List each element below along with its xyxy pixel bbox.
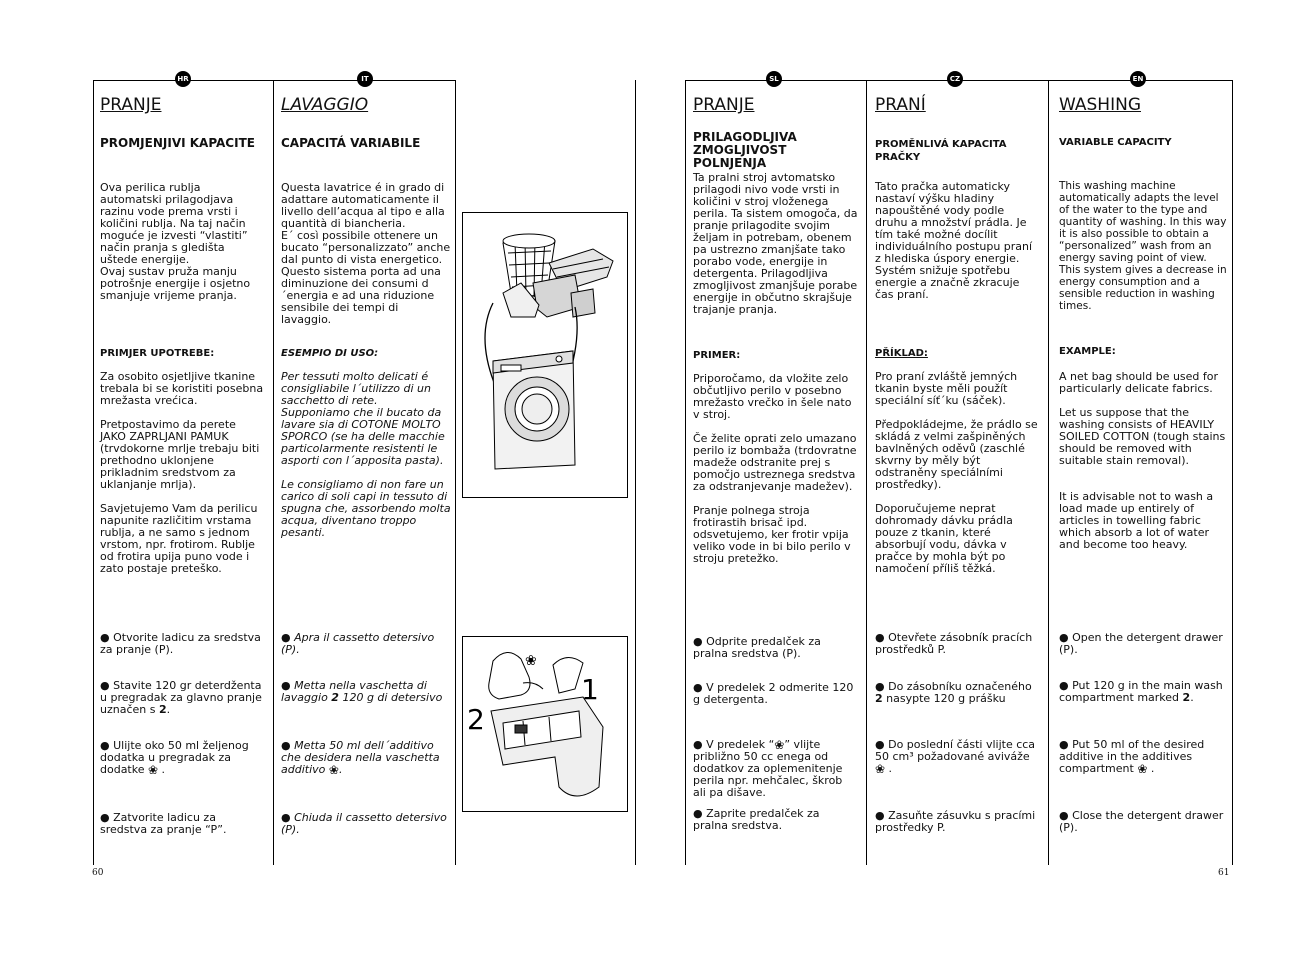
example-label: EXAMPLE: bbox=[1059, 346, 1116, 357]
divider bbox=[685, 80, 686, 865]
step-2 bbox=[693, 682, 858, 706]
step-text: ● Put 120 g in the main wash compartment marked bbox=[1059, 679, 1223, 704]
divider bbox=[635, 80, 636, 865]
step-text: ● Do zásobníku označeného bbox=[875, 680, 1032, 693]
divider bbox=[455, 80, 456, 865]
language-badge-sl: SL bbox=[766, 71, 782, 87]
section-subtitle: PROMĚNLIVÁ KAPACITA PRAČKY bbox=[875, 139, 1007, 163]
intro-text: Questa lavatrice é in grado di adattare automaticamente il livello dell’acqua al tipo e alla quantità di biancheria. E´ così possibile ottenere un bucato “personalizzato” anche dal punto di vista energetico. Questo sistema porta ad una diminuzione dei consumi d´energia e ad una riduzione sensibile dei tempi di lavaggio. bbox=[281, 181, 451, 326]
step-2 bbox=[875, 681, 1040, 705]
step-text: ● Metta nella vaschetta di lavaggio bbox=[281, 679, 427, 704]
step-1 bbox=[693, 636, 858, 660]
step-3 bbox=[875, 739, 1040, 775]
step-text: ● Otvorite ladicu za sredstva za pranje (P). bbox=[100, 631, 261, 656]
step-text: . bbox=[338, 763, 343, 776]
step-2 bbox=[281, 680, 449, 704]
language-badge-it: IT bbox=[357, 71, 373, 87]
language-badge-en: EN bbox=[1130, 71, 1146, 87]
section-subtitle: PROMJENJIVI KAPACITE bbox=[100, 136, 255, 150]
step-text: . bbox=[166, 703, 171, 716]
step-text: ● Do poslední části vlijte cca 50 cm³ požadované aviváže bbox=[875, 738, 1036, 763]
step-4 bbox=[1059, 810, 1224, 834]
step-text: ● V predelek “ bbox=[693, 738, 775, 751]
step-bold: 2 bbox=[1182, 691, 1191, 704]
page-number-left: 60 bbox=[92, 868, 104, 878]
step-text: ● Ulijte oko 50 ml željenog dodatka u pregradak za dodatke bbox=[100, 739, 249, 776]
example-text: Pro praní zvláště jemných tkanin byste měli použít speciální síť´ku (sáček). Předpokládejme, že prádlo se skládá z velmi zašpiněných bavlněných oděvů (zaschlé skvrny by měly být odstraněny speciálními prostředky). Doporučujeme neprat dohromady dávku prádla pouze z tkanin, které absorbují vodu, dávka v pračce by mohla být po namočení příliš těžká. bbox=[875, 370, 1038, 575]
step-text: nasypte 120 g prášku bbox=[882, 692, 1006, 705]
page-number-right: 61 bbox=[1218, 868, 1230, 878]
washing-machine-icon bbox=[493, 351, 575, 469]
step-text: ● Close the detergent drawer (P). bbox=[1059, 809, 1224, 834]
step-text: ● Zatvorite ladicu za sredstva za pranje “P”. bbox=[100, 811, 227, 836]
divider bbox=[93, 80, 94, 865]
divider bbox=[1048, 80, 1049, 865]
example-text: A net bag should be used for particularly delicate fabrics. Let us suppose that the washing consists of HEAVILY SOILED COTTON (tough stains should be removed with suitable stain removal). It is advisable not to wash a load made up entirely of articles in towelling fabric which absorb a lot of water and become too heavy. bbox=[1059, 370, 1226, 551]
flower-icon: ❀ bbox=[875, 762, 886, 776]
figure-detergent-drawer bbox=[462, 636, 628, 812]
step-bold: 2 bbox=[875, 692, 883, 705]
step-text: ● Put 50 ml of the desired additive in the additives compartment bbox=[1059, 738, 1205, 775]
step-3 bbox=[693, 739, 858, 799]
detergent-drawer-illustration bbox=[463, 637, 627, 811]
step-4 bbox=[693, 808, 858, 832]
step-text: 120 g di detersivo bbox=[338, 691, 443, 704]
step-text: ● Open the detergent drawer (P). bbox=[1059, 631, 1223, 656]
step-text: ” vlijte približno 50 cc enega od dodatkov za oplemenitenje perila npr. mehčalec, škrob ali pa dišave. bbox=[693, 738, 843, 799]
divider bbox=[1232, 80, 1233, 865]
intro-text: This washing machine automatically adapts the level of the water to the type and quantity of washing. In this way it is also possible to obtain a “personalized” wash from an energy saving point of view. This system gives a decrease in energy consumption and a sensible reduction in washing times. bbox=[1059, 180, 1227, 312]
step-1 bbox=[281, 632, 446, 656]
step-text: ● Apra il cassetto detersivo (P). bbox=[281, 631, 435, 656]
step-1 bbox=[875, 632, 1040, 656]
step-text: ● Zasuňte zásuvku s pracími prostředky P. bbox=[875, 809, 1036, 834]
step-text: ● Otevřete zásobník pracích prostředků P. bbox=[875, 631, 1033, 656]
section-title: LAVAGGIO bbox=[281, 95, 369, 115]
section-title: WASHING bbox=[1059, 95, 1141, 115]
intro-text: Ova perilica rublja automatski prilagodjava razinu vode prema vrsti i količini rublja. Na taj način moguće je izvesti “vlastiti” način pranja s gledišta uštede energije. Ovaj sustav pruža manju potrošnje energije i osjetno smanjuje vrijeme pranja. bbox=[100, 181, 251, 302]
step-text: ● Odprite predalček za pralna sredstva (P). bbox=[693, 635, 821, 660]
section-subtitle: CAPACITÁ VARIABILE bbox=[281, 136, 421, 150]
step-4 bbox=[875, 810, 1040, 834]
step-4 bbox=[100, 812, 265, 836]
step-text: ● Zaprite predalček za pralna sredstva. bbox=[693, 807, 820, 832]
step-2 bbox=[100, 680, 265, 716]
step-1 bbox=[100, 632, 265, 656]
language-badge-cz: CZ bbox=[947, 71, 963, 87]
example-text: Za osobito osjetljive tkanine trebala bi se koristiti posebna mrežasta vrećica. Pretpostavimo da perete JAKO ZAPRLJANI PAMUK (trvdokorne mrlje trebaju biti prethodno uklonjene prikladnim sredstvom za uklanjanje mrlja). Savjetujemo Vam da perilicu napunite različitim vrstama rublja, a ne samo s jednom vrstom, npr. frotirom. Rublje od frotira upija puno vode i zato postaje preteško. bbox=[100, 370, 264, 575]
figure-laundry-machine bbox=[462, 212, 628, 498]
laundry-machine-illustration bbox=[463, 213, 627, 497]
step-3 bbox=[281, 740, 449, 776]
divider bbox=[273, 80, 274, 865]
figure-label-1: 1 bbox=[581, 673, 599, 706]
step-text: . bbox=[1147, 762, 1155, 775]
divider bbox=[866, 80, 867, 865]
example-label: PŘÍKLAD: bbox=[875, 348, 928, 359]
step-text: ● Chiuda il cassetto detersivo (P). bbox=[281, 811, 447, 836]
step-text: . bbox=[1190, 691, 1194, 704]
flower-icon: ❀ bbox=[525, 653, 537, 669]
figure-label-2: 2 bbox=[467, 703, 485, 736]
step-text: . bbox=[885, 762, 893, 775]
section-title: PRANÍ bbox=[875, 95, 926, 115]
step-4 bbox=[281, 812, 449, 836]
example-text: Per tessuti molto delicati é consigliabile l´utilizzo di un sacchetto di rete. Supponiamo che il bucato da lavare sia di COTONE MOLTO SPORCO (se ha delle macchie particolarmente resistenti le asporti con l´apposita pasta). Le consigliamo di non fare un carico di soli capi in tessuto di spugna che, assorbendo molta acqua, diventano troppo pesanti. bbox=[281, 370, 451, 539]
step-bold: 2 bbox=[331, 691, 339, 704]
flower-icon: ❀ bbox=[328, 763, 339, 777]
section-subtitle: PRILAGODLJIVA ZMOGLJIVOST POLNJENJA bbox=[693, 130, 797, 170]
example-text: Priporočamo, da vložite zelo občutljivo perilo v posebno mrežasto vrečko in šele nato v stroj. Če želite oprati zelo umazano perilo iz bombaža (trdovratne madeže odstranite prej s pomočjo ustreznega sredstva za odstranjevanje madežev). Pranje polnega stroja frotirastih brisač ipd. odsvetujemo, ker frotir vpija veliko vode in bi bilo perilo v stroju pretežko. bbox=[693, 372, 857, 565]
step-1 bbox=[1059, 632, 1224, 656]
section-title: PRANJE bbox=[100, 95, 162, 115]
drawer-icon bbox=[491, 697, 603, 796]
intro-text: Ta pralni stroj avtomatsko prilagodi nivo vode vrsti in količini v stroj vloženega perila. Ta sistem omogoča, da pranje prilagodite svojim željam in potrebam, obenem pa ustrezno zmanjšate tako porabo vode, energije in detergenta. Prilagodljiva zmogljivost zmanjšuje porabe energije in občutno skrajšuje trajanje pranja. bbox=[693, 171, 858, 316]
flower-icon: ❀ bbox=[1137, 762, 1148, 776]
example-label: PRIMJER UPOTREBE: bbox=[100, 348, 215, 359]
section-title: PRANJE bbox=[693, 95, 755, 115]
step-3 bbox=[1059, 739, 1227, 775]
step-text: ● V predelek 2 odmerite 120 g detergenta. bbox=[693, 681, 854, 706]
example-label: PRIMER: bbox=[693, 350, 741, 361]
flower-icon: ❀ bbox=[774, 738, 785, 752]
step-3 bbox=[100, 740, 265, 776]
language-badge-hr: HR bbox=[175, 71, 191, 87]
intro-text: Tato pračka automaticky nastaví výšku hladiny napouštěné vody podle druhu a množství prádla. Je tím také možné docílit individuálního postupu praní z hlediska úspory energie. Systém snižuje spotřebu energie a značně zkracuje čas praní. bbox=[875, 180, 1033, 301]
step-text: . bbox=[158, 763, 166, 776]
step-text: ● Metta 50 ml dell´additivo che desidera nella vaschetta additivo bbox=[281, 739, 440, 776]
step-2 bbox=[1059, 680, 1227, 704]
example-label: ESEMPIO DI USO: bbox=[281, 348, 379, 359]
step-bold: 2 bbox=[158, 703, 167, 716]
step-text: ● Stavite 120 gr deterdženta u pregradak za glavno pranje uznačen s bbox=[100, 679, 262, 716]
flower-icon: ❀ bbox=[148, 763, 159, 777]
section-subtitle: VARIABLE CAPACITY bbox=[1059, 137, 1172, 148]
